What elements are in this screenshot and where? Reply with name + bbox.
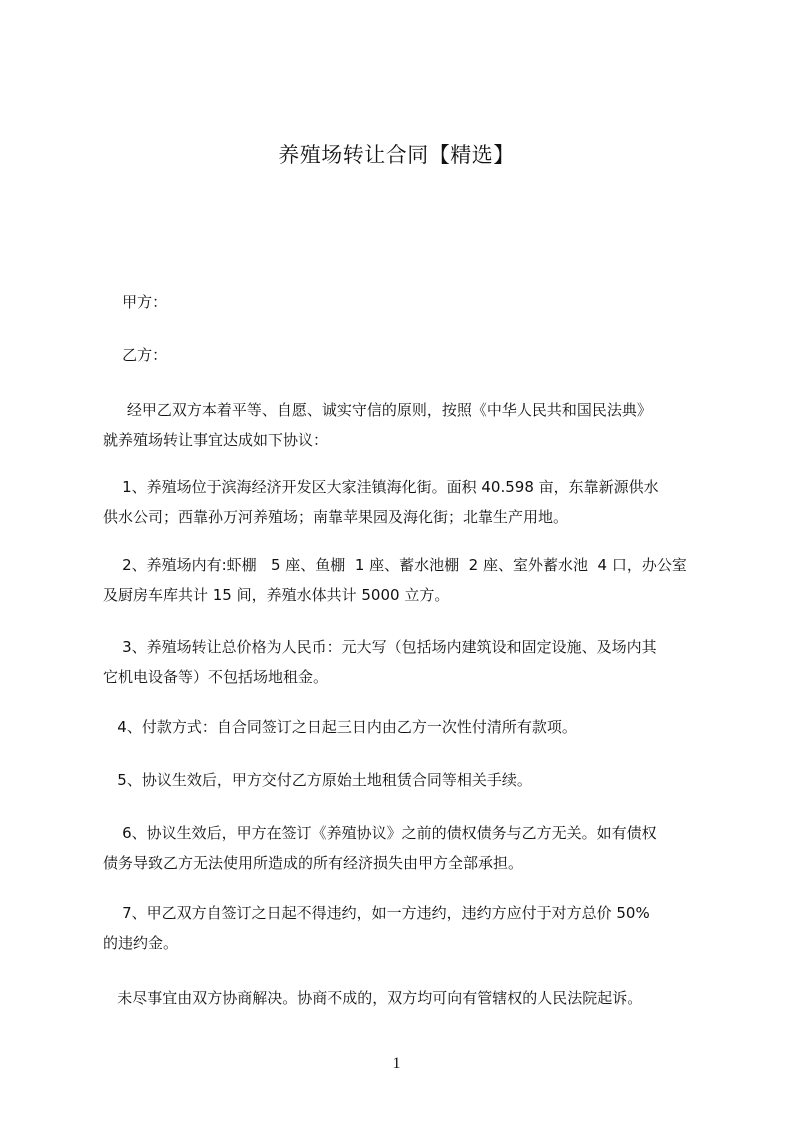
party-b-line — [103, 340, 709, 370]
clause-1 — [103, 472, 709, 532]
clause-3 — [103, 632, 709, 692]
clause-4 — [103, 712, 709, 742]
intro-line-2: 就养殖场转让事宜达成如下协议： — [103, 431, 329, 449]
page-number: 1 — [392, 1055, 401, 1072]
clause-1-line-1: 1、养殖场位于滨海经济开发区大家洼镇海化街。面积 40.598 亩，东靠新源供水 — [103, 478, 659, 496]
clause-1-line-2: 供水公司；西靠孙万河养殖场；南靠苹果园及海化街；北靠生产用地。 — [103, 508, 569, 526]
clause-7-line-1: 7、甲乙双方自签订之日起不得违约，如一方违约，违约方应付于对方总价 50% — [103, 904, 650, 922]
closing-line: 未尽事宜由双方协商解决。协商不成的，双方均可向有管辖权的人民法院起诉。 — [103, 989, 643, 1007]
clause-6-line-2: 债务导致乙方无法使用所造成的所有经济损失由甲方全部承担。 — [103, 854, 524, 872]
intro-paragraph — [103, 395, 709, 455]
clause-7 — [103, 898, 709, 958]
clause-2-line-1: 2、养殖场内有:虾棚 5 座、鱼棚 1 座、蓄水池棚 2 座、室外蓄水池 4 口，办公室 — [103, 556, 687, 574]
party-a-label: 甲方： — [103, 293, 168, 311]
clause-2 — [103, 550, 709, 610]
document-title: 养殖场转让合同【精选】 — [278, 143, 515, 167]
clause-4-line-1: 4、付款方式：自合同签订之日起三日内由乙方一次性付清所有款项。 — [103, 718, 577, 736]
clause-5-line-1: 5、协议生效后，甲方交付乙方原始土地租赁合同等相关手续。 — [103, 771, 532, 789]
clause-3-line-1: 3、养殖场转让总价格为人民币：元大写（包括场内建筑设和固定设施、及场内其 — [103, 638, 657, 656]
clause-2-line-2: 及厨房车库共计 15 间，养殖水体共计 5000 立方。 — [103, 586, 450, 604]
clause-6 — [103, 818, 709, 878]
party-b-label: 乙方： — [103, 346, 168, 364]
intro-line-1: 经甲乙双方本着平等、自愿、诚实守信的原则，按照《中华人民共和国民法典》 — [103, 401, 652, 419]
clause-7-line-2: 的违约金。 — [103, 934, 179, 952]
clause-3-line-2: 它机电设备等）不包括场地租金。 — [103, 668, 329, 686]
clause-6-line-1: 6、协议生效后，甲方在签订《养殖协议》之前的债权债务与乙方无关。如有债权 — [103, 824, 657, 842]
clause-5 — [103, 765, 709, 795]
party-a-line — [103, 287, 709, 317]
closing-paragraph — [103, 983, 709, 1013]
